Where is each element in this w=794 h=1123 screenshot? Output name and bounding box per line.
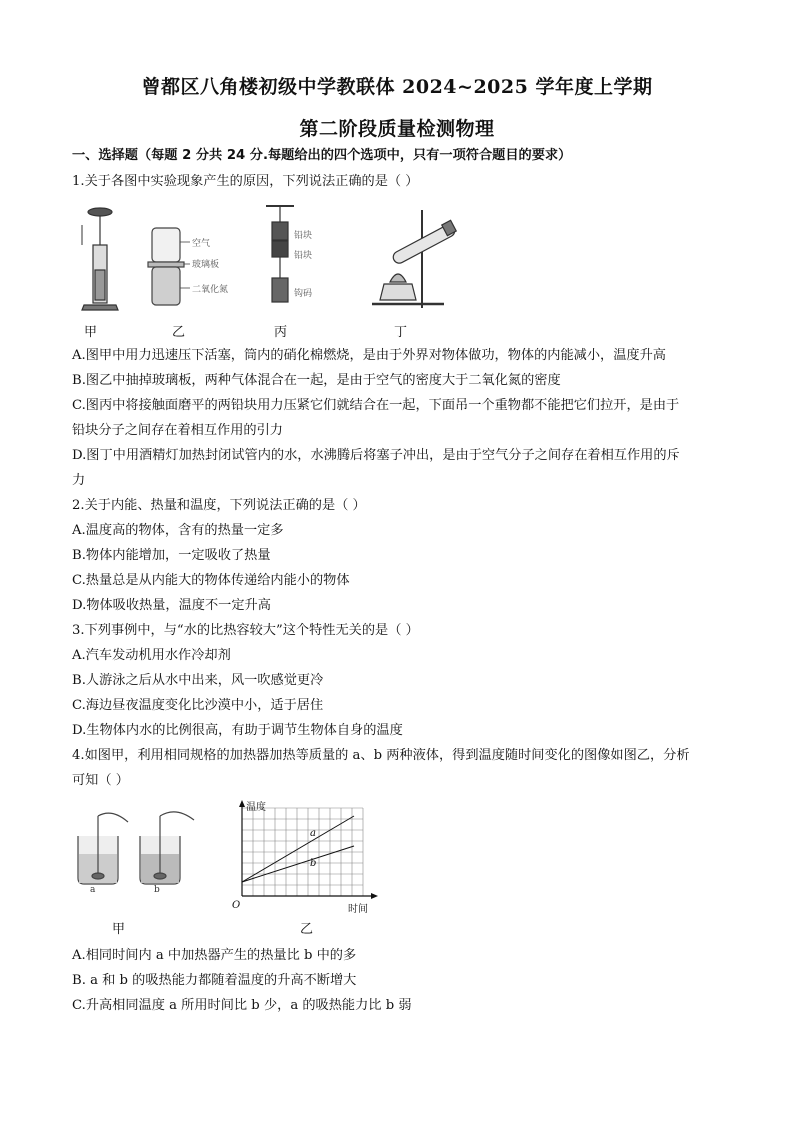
q1-option-c-cont: 铅块分子之间存在着相互作用的引力	[72, 423, 283, 438]
q1-stem: 1.关于各图中实验现象产生的原因，下列说法正确的是（ ）	[72, 174, 419, 189]
graph-origin: O	[232, 900, 241, 911]
series-line-b	[242, 846, 354, 882]
exam-title-line1: 曾都区八角楼初级中学教联体 2024~2025 学年度上学期	[141, 76, 653, 98]
q4-option-b: B. a 和 b 的吸热能力都随着温度的升高不断增大	[72, 973, 357, 988]
y-axis-arrow	[239, 800, 245, 807]
q3-stem: 3.下列事例中，与“水的比热容较大”这个特性无关的是（ ）	[72, 623, 419, 638]
graph-ylabel: 温度	[246, 802, 266, 813]
q3-option-c: C.海边昼夜温度变化比沙漠中小，适于居住	[72, 698, 324, 713]
fig-label-yi: 乙	[172, 325, 186, 340]
fig-label-ding: 丁	[394, 325, 408, 340]
q3-option-d: D.生物体内水的比例很高，有助于调节生物体自身的温度	[72, 723, 403, 738]
series-label-a: a	[310, 828, 316, 839]
q1-option-c: C.图丙中将接触面磨平的两铅块用力压紧它们就结合在一起，下面吊一个重物都不能把它们拉开，是由于	[72, 398, 680, 413]
q3-option-b: B.人游泳之后从水中出来，风一吹感觉更冷	[72, 673, 324, 688]
x-axis-arrow	[371, 893, 378, 899]
series-label-b: b	[310, 858, 317, 869]
q2-stem: 2.关于内能、热量和温度，下列说法正确的是（ ）	[72, 498, 366, 513]
test-tube-heating-illustration	[372, 210, 457, 308]
bing-label-lead2: 铅块	[294, 251, 313, 261]
q4-figure	[72, 796, 392, 941]
q2-option-d: D.物体吸收热量，温度不一定升高	[72, 598, 271, 613]
beaker-b-illustration	[140, 812, 194, 884]
q4-option-a: A.相同时间内 a 中加热器产生的热量比 b 中的多	[72, 948, 357, 963]
q1-option-a: A.图甲中用力迅速压下活塞，筒内的硝化棉燃烧，是由于外界对物体做功，物体的内能减小，温度升高	[72, 348, 666, 363]
q4-stem: 4.如图甲，利用相同规格的加热器加热等质量的 a、b 两种液体，得到温度随时间变化的图像如图乙，分析	[72, 748, 690, 763]
fig-label-bing: 丙	[274, 325, 288, 340]
fire-syringe-illustration	[82, 208, 118, 310]
fig-label-jia: 甲	[112, 922, 126, 937]
q4-stem-cont: 可知（ ）	[72, 773, 129, 788]
beaker-a-illustration	[78, 813, 128, 884]
q2-option-b: B.物体内能增加，一定吸收了热量	[72, 548, 271, 563]
yi-label-air: 空气	[192, 239, 211, 249]
gas-jars-illustration	[148, 228, 190, 305]
series-line-a	[242, 816, 354, 882]
beaker-label-b: b	[154, 885, 160, 895]
q1-figure	[72, 200, 472, 345]
q1-option-b: B.图乙中抽掉玻璃板，两种气体混合在一起，是由于空气的密度大于二氧化氮的密度	[72, 373, 561, 388]
graph-xlabel: 时间	[348, 904, 368, 915]
yi-label-no2: 二氧化氮	[192, 285, 229, 295]
fig-label-jia: 甲	[84, 325, 98, 340]
q1-option-d: D.图丁中用酒精灯加热封闭试管内的水，水沸腾后将塞子冲出，是由于空气分子之间存在着相互作用的斥	[72, 448, 680, 463]
temperature-time-graph	[239, 800, 378, 899]
section-heading: 一、选择题（每题 2 分共 24 分.每题给出的四个选项中，只有一项符合题目的要求）	[72, 148, 572, 163]
fig-label-yi: 乙	[300, 922, 314, 937]
q3-option-a: A.汽车发动机用水作冷却剂	[72, 648, 231, 663]
q4-option-c: C.升高相同温度 a 所用时间比 b 少，a 的吸热能力比 b 弱	[72, 998, 412, 1013]
bing-label-lead1: 铅块	[294, 231, 313, 241]
bing-label-weight: 钩码	[294, 289, 313, 299]
yi-label-glass: 玻璃板	[192, 260, 220, 270]
beaker-label-a: a	[90, 885, 96, 895]
exam-title-line2: 第二阶段质量检测物理	[299, 118, 495, 140]
q1-option-d-cont: 力	[72, 473, 86, 488]
q2-option-a: A.温度高的物体，含有的热量一定多	[72, 523, 284, 538]
lead-blocks-illustration	[266, 206, 294, 302]
q2-option-c: C.热量总是从内能大的物体传递给内能小的物体	[72, 573, 350, 588]
